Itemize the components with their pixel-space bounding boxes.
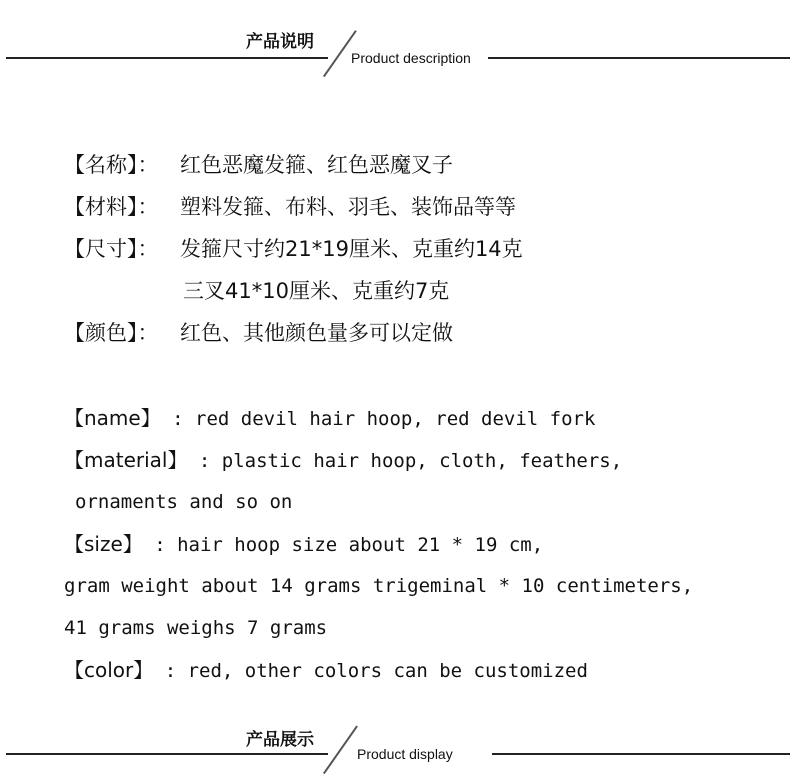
header-title-english: Product display bbox=[357, 746, 453, 762]
spec-row-material-en-continued bbox=[64, 487, 693, 529]
spec-value: 三叉41*10厘米、克重约7克 bbox=[183, 279, 450, 303]
spec-value: : hair hoop size about 21 * 19 cm, bbox=[142, 534, 544, 556]
spec-row-size-en-continued-2 bbox=[64, 613, 693, 655]
product-display-header bbox=[0, 717, 800, 777]
header-rule-right bbox=[492, 753, 790, 755]
spec-value: 红色恶魔发箍、红色恶魔叉子 bbox=[180, 153, 453, 177]
spec-row-name-en bbox=[64, 403, 693, 445]
chinese-spec-list bbox=[64, 150, 523, 360]
spec-row-material-en bbox=[64, 445, 693, 487]
spec-row-size-cn bbox=[64, 234, 523, 276]
header-rule-left bbox=[6, 57, 328, 59]
spec-key: 【size】 bbox=[64, 532, 143, 556]
spec-row-material-cn bbox=[64, 192, 523, 234]
spec-key: 【颜色】： bbox=[64, 321, 159, 345]
spec-value: 塑料发箍、布料、羽毛、装饰品等等 bbox=[180, 195, 516, 219]
product-description-header bbox=[0, 20, 800, 80]
spec-value: : red devil hair hoop, red devil fork bbox=[160, 408, 596, 430]
spec-row-size-en bbox=[64, 529, 693, 571]
header-rule-right bbox=[488, 57, 790, 59]
spec-key: 【name】 bbox=[64, 406, 161, 430]
spec-row-color-cn bbox=[64, 318, 523, 360]
spec-value: gram weight about 14 grams trigeminal * 10 centimeters, bbox=[64, 575, 694, 597]
spec-value: 发箍尺寸约21*19厘米、克重约14克 bbox=[180, 237, 523, 261]
spec-value: 41 grams weighs 7 grams bbox=[64, 617, 328, 639]
header-rule-left bbox=[6, 753, 328, 755]
spec-key: 【尺寸】： bbox=[64, 237, 159, 261]
english-spec-list bbox=[64, 403, 693, 697]
spec-row-size-cn-continued bbox=[64, 276, 523, 318]
spec-value: 红色、其他颜色量多可以定做 bbox=[180, 321, 453, 345]
spec-key: 【color】 bbox=[64, 658, 154, 682]
spec-key: 【名称】： bbox=[64, 153, 159, 177]
spec-key: 【material】 bbox=[64, 448, 188, 472]
header-title-chinese: 产品说明 bbox=[246, 32, 314, 52]
header-slash-divider bbox=[323, 725, 358, 774]
spec-row-size-en-continued-1 bbox=[64, 571, 693, 613]
spec-row-name-cn bbox=[64, 150, 523, 192]
header-title-chinese: 产品展示 bbox=[246, 730, 314, 750]
spec-row-color-en bbox=[64, 655, 693, 697]
spec-key: 【材料】： bbox=[64, 195, 159, 219]
spec-value: : red, other colors can be customized bbox=[153, 660, 588, 682]
spec-value: ornaments and so on bbox=[75, 491, 293, 513]
spec-value: : plastic hair hoop, cloth, feathers, bbox=[187, 450, 623, 472]
header-title-english: Product description bbox=[351, 50, 471, 66]
